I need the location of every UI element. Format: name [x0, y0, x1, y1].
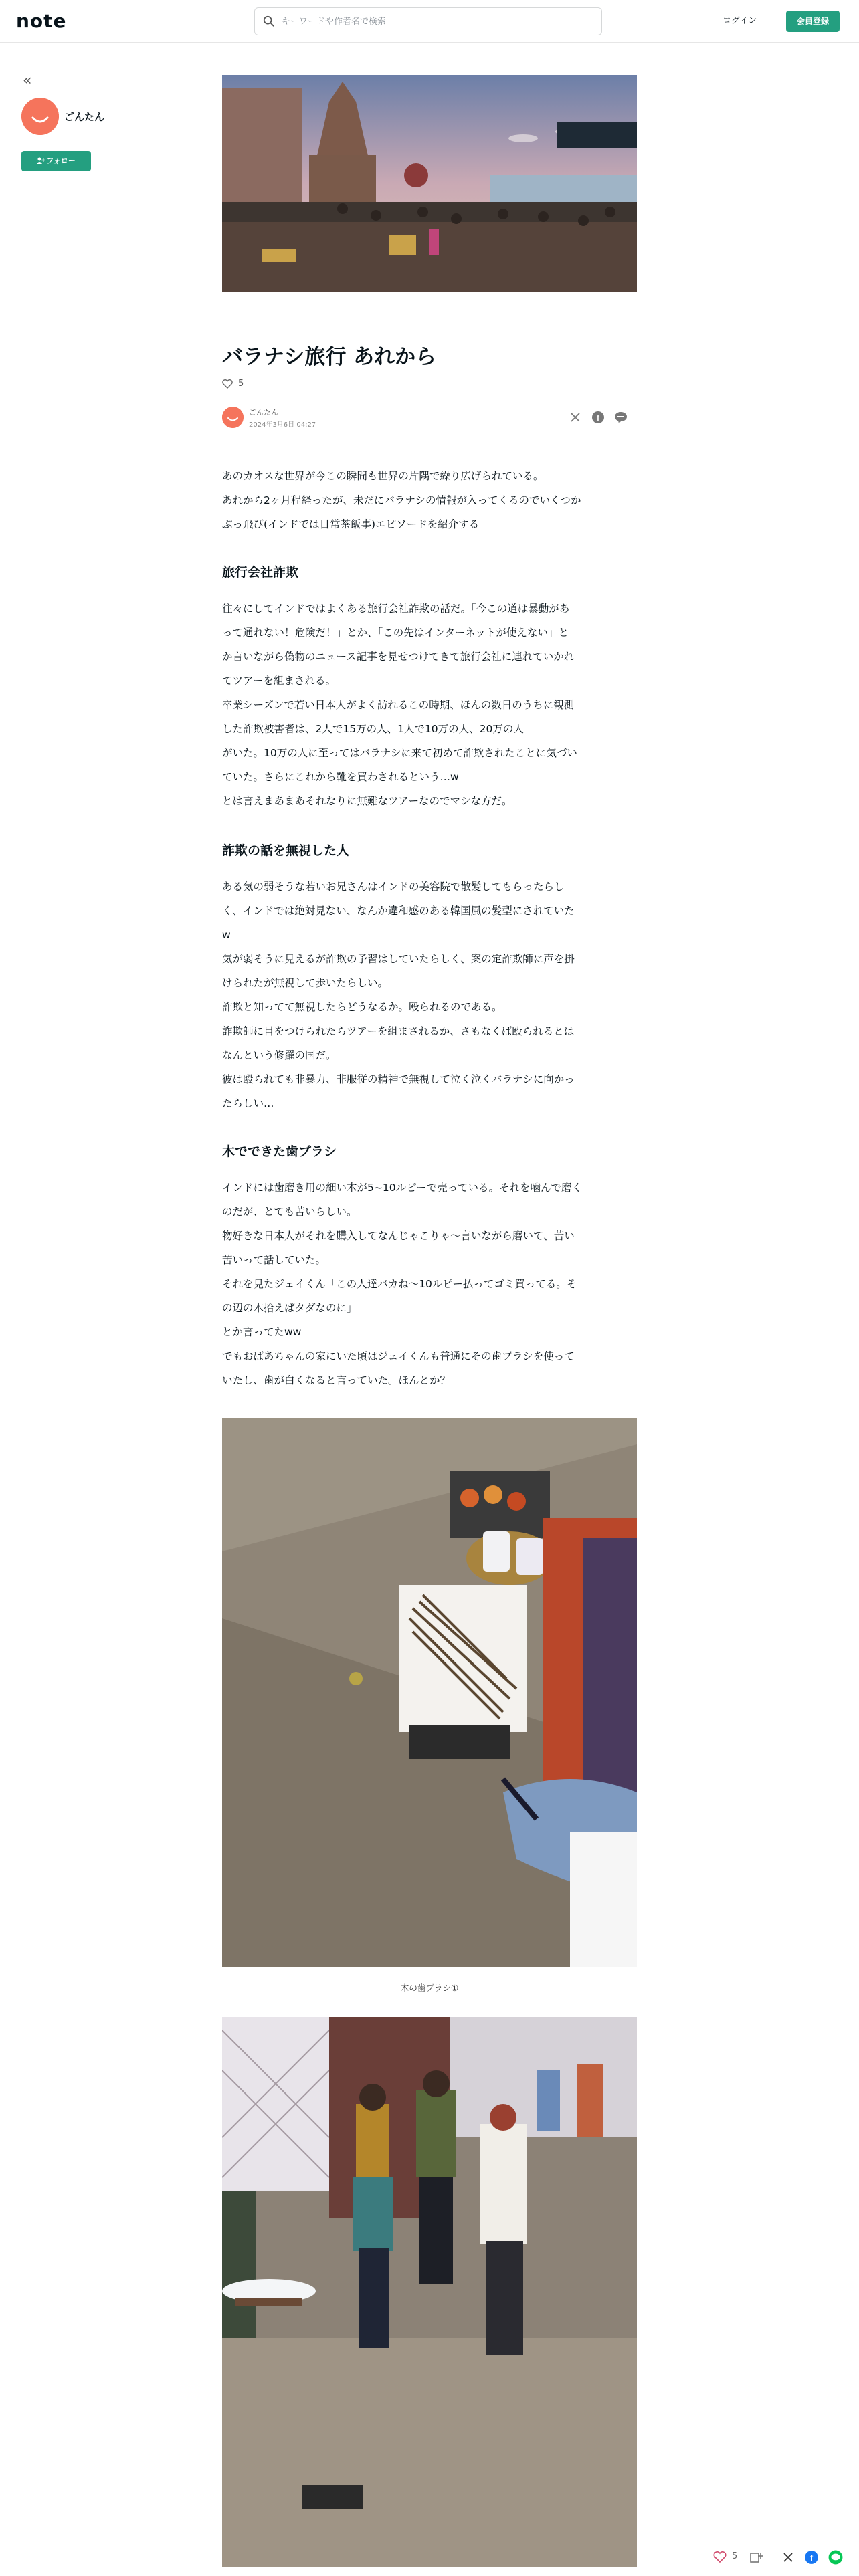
text-line: けられたが無視して歩いたらしい。 — [222, 977, 389, 989]
text-line: あのカオスな世界が今この瞬間も世界の片隅で繰り広げられている。 — [222, 470, 544, 482]
text-line: でもおばあちゃんの家にいた頃はジェイくんも普通にその歯ブラシを使って — [222, 1350, 575, 1362]
signup-button[interactable]: 会員登録 — [786, 11, 840, 32]
text-line: がいた。10万の人に至ってはバラナシに来て初めて詐欺されたことに気づい — [222, 747, 577, 759]
section-body — [222, 875, 638, 1115]
text-line: w — [222, 929, 231, 941]
site-header — [0, 0, 859, 43]
section-heading: 旅行会社詐欺 — [222, 565, 299, 580]
avatar[interactable] — [21, 98, 59, 135]
facebook-share-icon[interactable] — [591, 411, 605, 424]
text-line: いたし、歯が白くなると言っていた。ほんとか？ — [222, 1374, 451, 1386]
text-line: 卒業シーズンで若い日本人がよく訪れるこの時期、ほんの数日のうちに観測 — [222, 699, 575, 711]
article-title: バラナシ旅行 あれから — [222, 345, 437, 369]
text-line: か言いながら偽物のニュース記事を見せつけてきて旅行会社に連れていかれ — [222, 651, 575, 663]
heart-icon[interactable] — [713, 2549, 727, 2565]
post-date: 2024年3月6日 04:27 — [249, 421, 316, 429]
svg-text:f: f — [809, 2553, 814, 2563]
text-line: ていた。さらにこれから靴を買わされるという…w — [222, 771, 459, 783]
follow-button[interactable] — [21, 151, 91, 171]
search-icon — [263, 15, 275, 27]
like-count-value: 5 — [238, 379, 244, 389]
text-line: なんという修羅の国だ。 — [222, 1049, 337, 1061]
login-link[interactable]: ログイン — [723, 16, 757, 26]
text-line: 詐欺師に目をつけられたらツアーを組まされるか、さもなくば殴られるとは — [222, 1025, 575, 1037]
svg-text:f: f — [597, 413, 599, 423]
search-input[interactable] — [282, 14, 589, 29]
text-line: 詐欺と知ってて無視したらどうなるか。殴られるのである。 — [222, 1001, 502, 1013]
text-line: それを見たジェイくん「この人達バカね〜10ルピー払ってゴミ買ってる。そ — [222, 1278, 577, 1290]
creator-name[interactable]: ごんたん — [64, 111, 105, 123]
text-line: って通れない！危険だ！」とか、「この先はインターネットが使えない」と — [222, 627, 569, 639]
text-line: 往々にしてインドではよくある旅行会社詐欺の話だ。「今この道は暴動があ — [222, 603, 570, 615]
text-line: 物好きな日本人がそれを購入してなんじゃこりゃ〜言いながら磨いて、苦い — [222, 1230, 575, 1242]
text-line: 苦いって話していた。 — [222, 1254, 326, 1266]
text-line: 彼は殴られても非暴力、非服従の精神で無視して泣く泣くバラナシに向かっ — [222, 1073, 575, 1085]
text-line: の辺の木拾えばタダなのに」 — [222, 1302, 357, 1314]
smile-avatar-icon — [21, 98, 59, 135]
search-box[interactable] — [254, 7, 602, 35]
author-avatar[interactable] — [222, 407, 244, 428]
text-line: とは言えまあまあそれなりに無難なツアーなのでマシな方だ。 — [222, 795, 512, 807]
text-line: てツアーを組まされる。 — [222, 675, 337, 687]
note-logo[interactable]: note — [16, 10, 67, 32]
text-line: ある気の弱そうな若いお兄さんはインドの美容院で散髪してもらったらし — [222, 881, 565, 893]
magazine-add-icon[interactable] — [749, 2549, 764, 2565]
heart-icon — [222, 379, 233, 389]
section-heading: 木でできた歯ブラシ — [222, 1144, 337, 1159]
photo-caption: 木の歯ブラシ① — [400, 1983, 459, 1993]
hero-image — [222, 75, 637, 292]
x-share-icon[interactable] — [569, 411, 582, 424]
line-share-icon[interactable] — [614, 411, 628, 424]
line-share-icon[interactable] — [828, 2549, 843, 2565]
user-add-icon — [37, 157, 45, 164]
section-body — [222, 597, 638, 813]
section-body — [222, 1176, 638, 1392]
text-line: あれから2ヶ月程経ったが、未だにバラナシの情報が入ってくるのでいくつか — [222, 494, 581, 506]
text-line: ぶっ飛び(インドでは日常茶飯事)エピソードを紹介する — [222, 518, 480, 530]
text-line: インドには歯磨き用の細い木が5~10ルピーで売っている。それを噛んで磨く — [222, 1182, 582, 1194]
bottom-like-count: 5 — [732, 2551, 738, 2561]
like-count[interactable] — [222, 379, 244, 389]
text-line: たらしい… — [222, 1097, 274, 1109]
intro-paragraph — [222, 464, 638, 536]
text-line: 気が弱そうに見えるが詐欺の予習はしていたらしく、案の定詐欺師に声を掛 — [222, 953, 575, 965]
text-line: のだが、とても苦いらしい。 — [222, 1206, 357, 1218]
text-line: した詐欺被害者は、2人で15万の人、1人で10万の人、20万の人 — [222, 723, 524, 735]
section-heading: 詐欺の話を無視した人 — [222, 843, 350, 858]
facebook-share-icon[interactable] — [804, 2549, 819, 2565]
follow-label: フォロー — [46, 157, 76, 165]
text-line: く、インドでは絶対見ない、なんか違和感のある韓国風の髪型にされていた — [222, 905, 575, 917]
article-photo — [222, 2017, 637, 2567]
x-share-icon[interactable] — [781, 2549, 795, 2565]
collapse-icon[interactable]: « — [23, 72, 32, 89]
text-line: とか言ってたww — [222, 1326, 302, 1338]
author-name[interactable]: ごんたん — [249, 408, 278, 417]
article-photo — [222, 1418, 637, 1967]
